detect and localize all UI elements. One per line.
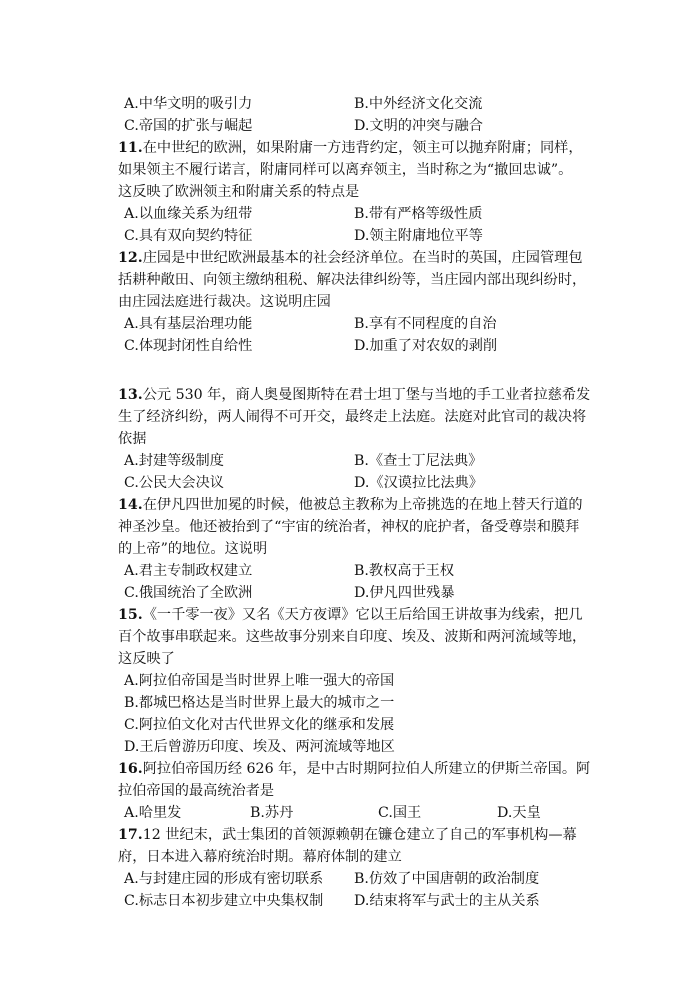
q12-option-d: D.加重了对农奴的剥削 bbox=[354, 338, 498, 354]
q12-number: 12. bbox=[118, 250, 143, 266]
q13-option-a: A.封建等级制度 bbox=[124, 453, 224, 469]
q10-option-c: C.帝国的扩张与崛起 bbox=[124, 118, 253, 134]
q14-option-b: B.教权高于王权 bbox=[354, 563, 455, 579]
q14-stem-line-2: 神圣沙皇。他还被抬到了“宇宙的统治者，神权的庇护者，备受尊崇和膜拜 bbox=[118, 519, 580, 535]
q13-option-c: C.公民大会决议 bbox=[124, 475, 224, 491]
q13-stem-line-1: 13.公元 530 年，商人奥曼图斯特在君士坦丁堡与当地的手工业者拉慈希发 bbox=[118, 387, 591, 403]
q11-stem-line-3: 这反映了欧洲领主和附庸关系的特点是 bbox=[118, 184, 360, 200]
q11-option-b: B.带有严格等级性质 bbox=[354, 206, 483, 222]
q11-stem-line-1: 11.在中世纪的欧洲，如果附庸一方违背约定，领主可以抛弃附庸；同样， bbox=[118, 140, 583, 156]
q15-option-a: A.阿拉伯帝国是当时世界上唯一强大的帝国 bbox=[124, 673, 395, 689]
q14-stem-line-1: 14.在伊凡四世加冕的时候，他被总主教称为上帝挑选的在地上替天行道的 bbox=[118, 497, 583, 513]
q17-stem-line-2: 府，日本进入幕府统治时期。幕府体制的建立 bbox=[118, 849, 402, 865]
q12-option-b: B.享有不同程度的自治 bbox=[354, 316, 497, 332]
q12-stem-line-1: 12.庄园是中世纪欧洲最基本的社会经济单位。在当时的英国，庄园管理包 bbox=[118, 250, 583, 266]
q14-number: 14. bbox=[118, 497, 143, 513]
q14-option-d: D.伊凡四世残暴 bbox=[354, 585, 455, 601]
q16-number: 16. bbox=[118, 761, 143, 777]
q13-option-d: D.《汉谟拉比法典》 bbox=[354, 475, 483, 491]
q16-option-d: D.天皇 bbox=[497, 805, 541, 821]
q15-stem-line-2: 百个故事串联起来。这些故事分别来自印度、埃及、波斯和两河流域等地， bbox=[118, 629, 587, 645]
q12-stem-line-2: 括耕种敞田、向领主缴纳租税、解决法律纠纷等，当庄园内部出现纠纷时， bbox=[118, 272, 587, 288]
q14-stem-line-3: 的上帝”的地位。这说明 bbox=[118, 541, 268, 557]
q16-stem-line-1: 16.阿拉伯帝国历经 626 年，是中古时期阿拉伯人所建立的伊斯兰帝国。阿 bbox=[118, 761, 591, 777]
q17-option-d: D.结束将军与武士的主从关系 bbox=[354, 893, 540, 909]
q15-stem-line-3: 这反映了 bbox=[118, 651, 175, 667]
q17-number: 17. bbox=[118, 827, 143, 843]
q17-option-b: B.仿效了中国唐朝的政治制度 bbox=[354, 871, 540, 887]
q16-stem-line-2: 拉伯帝国的最高统治者是 bbox=[118, 783, 275, 799]
q13-stem-line-2: 生了经济纠纷，两人闹得不可开交，最终走上法庭。法庭对此官司的裁决将 bbox=[118, 409, 587, 425]
q15-option-b: B.都城巴格达是当时世界上最大的城市之一 bbox=[124, 695, 395, 711]
q12-stem-line-3: 由庄园法庭进行裁决。这说明庄园 bbox=[118, 294, 331, 310]
q11-number: 11. bbox=[118, 140, 143, 156]
q15-stem-line-1: 15.《一千零一夜》又名《天方夜谭》它以王后给国王讲故事为线索，把几 bbox=[118, 607, 583, 623]
q14-option-a: A.君主专制政权建立 bbox=[124, 563, 253, 579]
q15-option-c: C.阿拉伯文化对古代世界文化的继承和发展 bbox=[124, 717, 395, 733]
q12-option-a: A.具有基层治理功能 bbox=[124, 316, 253, 332]
q16-option-c: C.国王 bbox=[378, 805, 422, 821]
q13-option-b: B.《查士丁尼法典》 bbox=[354, 453, 483, 469]
q12-option-c: C.体现封闭性自给性 bbox=[124, 338, 253, 354]
q11-option-d: D.领主附庸地位平等 bbox=[354, 228, 483, 244]
q16-option-a: A.哈里发 bbox=[124, 805, 182, 821]
q16-option-b: B.苏丹 bbox=[250, 805, 294, 821]
q15-option-d: D.王后曾游历印度、埃及、两河流域等地区 bbox=[124, 739, 395, 755]
q10-option-d: D.文明的冲突与融合 bbox=[354, 118, 483, 134]
q10-option-b: B.中外经济文化交流 bbox=[354, 96, 483, 112]
q11-option-c: C.具有双向契约特征 bbox=[124, 228, 253, 244]
q14-option-c: C.俄国统治了全欧洲 bbox=[124, 585, 253, 601]
q11-option-a: A.以血缘关系为纽带 bbox=[124, 206, 253, 222]
q13-number: 13. bbox=[118, 387, 143, 403]
q17-option-c: C.标志日本初步建立中央集权制 bbox=[124, 893, 324, 909]
q10-option-a: A.中华文明的吸引力 bbox=[124, 96, 253, 112]
q13-stem-line-3: 依据 bbox=[118, 431, 147, 447]
q15-number: 15. bbox=[118, 607, 143, 623]
q17-option-a: A.与封建庄园的形成有密切联系 bbox=[124, 871, 324, 887]
q11-stem-line-2: 如果领主不履行诺言，附庸同样可以离弃领主，当时称之为“撤回忠诚”。 bbox=[118, 162, 573, 178]
q17-stem-line-1: 17.12 世纪末，武士集团的首领源赖朝在镰仓建立了自己的军事机构—幕 bbox=[118, 827, 577, 843]
